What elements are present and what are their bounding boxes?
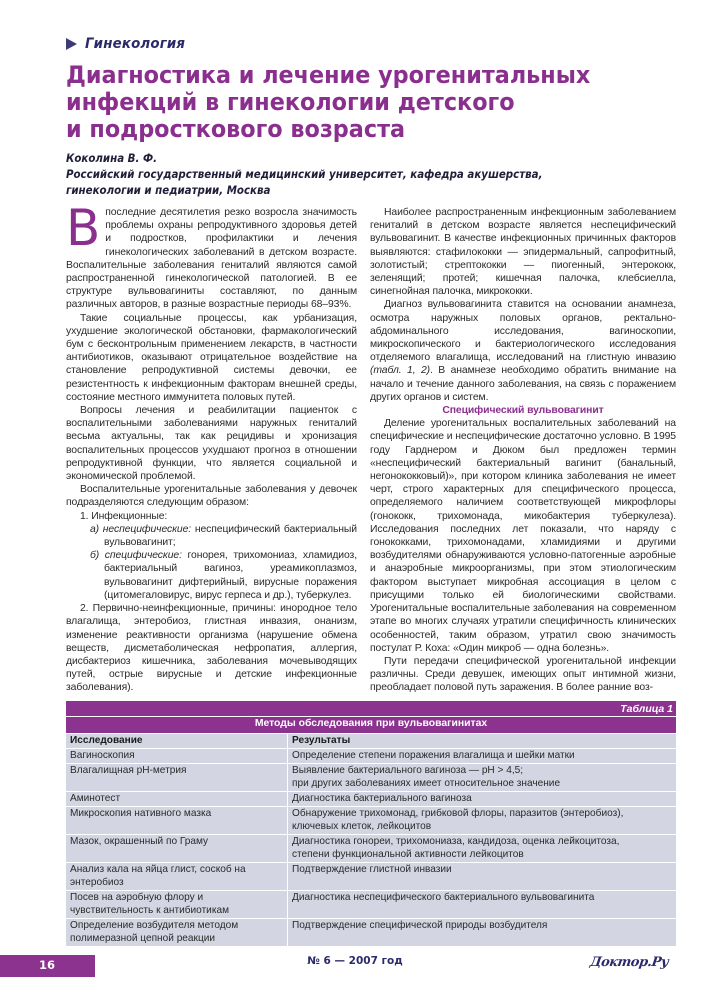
cell-result — [288, 807, 677, 835]
cell-test: Аминотест — [66, 792, 288, 807]
cell-test: Посев на аэробную флору и чувствительность к антибиотикам — [66, 891, 288, 919]
result-line: Диагностика гонореи, трихомониаза, кандидоза, оценка лейкоцитоза, — [292, 836, 620, 847]
table-row — [66, 749, 676, 764]
table-row — [66, 919, 676, 947]
left-column — [66, 199, 357, 695]
paragraph — [66, 199, 357, 312]
result-line: Выявление бактериального вагиноза — рН > 4,5; — [292, 765, 524, 776]
cell-test: Мазок, окрашенный по Граму — [66, 835, 288, 863]
article-title — [66, 61, 591, 143]
author-name: Коколина В. Ф. — [66, 151, 158, 165]
result-line: Диагностика бактериального вагиноза — [292, 793, 472, 804]
page-number-box — [0, 955, 95, 977]
sub-item-text: неспецифический бактериальный вульвовагинит; — [104, 523, 357, 549]
cell-test: Анализ кала на яйца глист, соскоб на энтеробиоз — [66, 863, 288, 891]
result-line: Обнаружение трихомонад, грибковой флоры, паразитов (энтеробиоз), — [292, 808, 624, 819]
cell-test: Определение возбудителя методом полимеразной цепной реакции — [66, 919, 288, 947]
paragraph: Деление урогенитальных воспалительных заболеваний на специфические и неспецифические достаточно условно. В 1995 году Гарднером и Дюком был предложен термин «неспецифический бактериальный вагинит (банальный, негонококковый)», при котором клиника заболевания не имеет черт, строго характерных для специфического процесса, определяемого наличием соответствующей микрофлоры (гонококк, трихомонада, микобактерия туберкулеза). Исследования последних лет показали, что наряду с гонококками, трихомонадами, хламидиями и другими возбудителями обнаруживаются условно-патогенные аэробные и анаэробные микроорганизмы, при этом этиологическим фактором выступает микробная ассоциация в целом с присущими только ей биологическими свойствами. Урогенитальные воспалительные заболевания на современном этапе во многих случаях утратили специфичность клинических особенностей, таким образом, утратил свою значимость постулат Р. Коха: «Один микроб — одна болезнь». — [370, 418, 676, 654]
table-row — [66, 764, 676, 792]
sub-list-item — [66, 523, 357, 549]
title-line: и подросткового возраста — [66, 115, 406, 143]
result-line: Диагностика неспецифического бактериального вульвовагинита — [292, 892, 595, 903]
cell-result — [288, 764, 677, 792]
subheading: Специфический вульвовагинит — [442, 405, 604, 417]
triangle-bullet-icon — [66, 38, 77, 50]
right-column — [370, 206, 676, 695]
table-title: Методы обследования при вульвовагинитах — [66, 717, 676, 734]
paragraph: Воспалительные урогенитальные заболевания у девочек подразделяются следующим образом: — [66, 484, 357, 509]
sub-item-text: гонорея, трихомониаз, хламидиоз, бактериальный вагиноз, уреамикоплазмоз, вульвовагинит дифтерийный, вирусные поражения (цитомегаловирус, вирус герпеса и др.), туберкулез. — [104, 550, 357, 601]
cell-test: Влагалищная рН-метрия — [66, 764, 288, 792]
cell-test: Вагиноскопия — [66, 749, 288, 764]
table-row — [66, 863, 676, 891]
table-row — [66, 835, 676, 863]
page-number: 16 — [38, 958, 55, 972]
author-block — [66, 150, 542, 198]
table-row — [66, 891, 676, 919]
table-row — [66, 807, 676, 835]
paragraph-text: . В анамнезе необходимо обратить внимание на начало и течение данного заболевания, на связь с поражением других органов и систем. — [370, 365, 676, 403]
title-line: Диагностика и лечение урогенитальных — [66, 61, 591, 89]
affiliation-line: Российский государственный медицинский университет, кафедра акушерства, — [66, 167, 543, 181]
cell-result — [288, 919, 677, 947]
column-header: Результаты — [288, 734, 677, 749]
table-1 — [66, 701, 676, 947]
issue-label: № 6 — 2007 год — [307, 955, 403, 967]
paragraph: Такие социальные процессы, как урбанизация, ухудшение экологической обстановки, фармакологический бум с бесконтрольным применением лекарств, в частности антибиотиков, оказывают отрицательное воздействие на становление репродуктивной системы девочки, ее резистентность к инфекционным факторам внешней среды, состояние местного иммунитета половых путей. — [66, 312, 357, 403]
result-line: Подтверждение глистной инвазии — [292, 864, 452, 875]
sub-item-label: а) неспецифические: — [90, 523, 192, 535]
cell-result — [288, 835, 677, 863]
result-line: ключевых клеток, лейкоцитов — [292, 821, 432, 832]
list-item: 2. Первично-неинфекционные, причины: инородное тело влагалища, энтеробиоз, глистная инвазия, онанизм, изменение реактивности организма (нарушение обмена веществ, дисметаболическая нефропатия, аллергия, дисбактериоз кишечника, заболевания мочевыводящих путей, острые вирусные и детские инфекционные заболевания). — [66, 603, 357, 694]
result-line: Подтверждение специфической природы возбудителя — [292, 920, 548, 931]
cell-test: Микроскопия нативного мазка — [66, 807, 288, 835]
title-line: инфекций в гинекологии детского — [66, 88, 515, 116]
result-line: Определение степени поражения влагалища и шейки матки — [292, 750, 575, 761]
cell-result — [288, 792, 677, 807]
cell-result — [288, 749, 677, 764]
journal-logo: Доктор.Ру — [588, 955, 670, 970]
paragraph-text: Диагноз вульвовагинита ставится на основании анамнеза, осмотра наружных половых органов, ректально-абдоминального исследования, вагиноскопии, микроскопического и бактериологического исследования отделяемого влагалища, исследований на глистную инвазию — [370, 299, 676, 364]
section-tag — [66, 36, 194, 52]
table-reference: (табл. 1, 2) — [370, 365, 431, 377]
column-header: Исследование — [66, 734, 288, 749]
result-line: при других заболеваниях имеет относительное значение — [292, 778, 561, 789]
section-label: Гинекология — [85, 36, 186, 52]
paragraph: Пути передачи специфической урогенитальной инфекции различны. Среди девушек, имеющих опыт интимной жизни, преобладает половой путь заражения. В более ранние воз- — [370, 655, 676, 694]
sub-list-item — [66, 549, 357, 602]
cell-result — [288, 863, 677, 891]
affiliation-line: гинекологии и педиатрии, Москва — [66, 183, 271, 197]
result-line: степени функциональной активности лейкоцитов — [292, 849, 524, 860]
paragraph: Вопросы лечения и реабилитации пациенток с воспалительными заболеваниями наружных гениталий весьма актуальны, так как рецидивы и хронизация воспалительных процессов ухудшают прогноз в отношении репродуктивной функции, что является социальной и экономической проблемой. — [66, 405, 357, 483]
paragraph-text: последние десятилетия резко возросла значимость проблемы охраны репродуктивного здоровья детей и подростков, профилактики и лечения гинекологических заболеваний в детском возрасте. Воспалительные заболевания гениталий являются самой распространенной гинекологической патологией. В ее структуре вульвовагиниты составляют, по данным различных авторов, в разные возрастные периоды 68–93%. — [66, 207, 357, 311]
list-item: 1. Инфекционные: — [80, 510, 168, 522]
paragraph — [370, 298, 676, 404]
drop-cap: В — [66, 199, 101, 257]
table-number: Таблица 1 — [66, 701, 676, 717]
table-header-row — [66, 734, 676, 749]
paragraph: Наиболее распространенным инфекционным заболеванием гениталий в детском возрасте является неспецифический вульвовагинит. В качестве инфекционных причинных факторов выявляются: стафилококки — эпидермальный, сапрофитный, золотистый; стрептококки — пиогенный, энтерококк, зеленящий; протей; кишечная палочка, клебсиелла, синегнойная палочка, микрококки. — [370, 207, 676, 298]
sub-item-label: б) специфические: — [90, 550, 182, 562]
cell-result — [288, 891, 677, 919]
table-row — [66, 792, 676, 807]
